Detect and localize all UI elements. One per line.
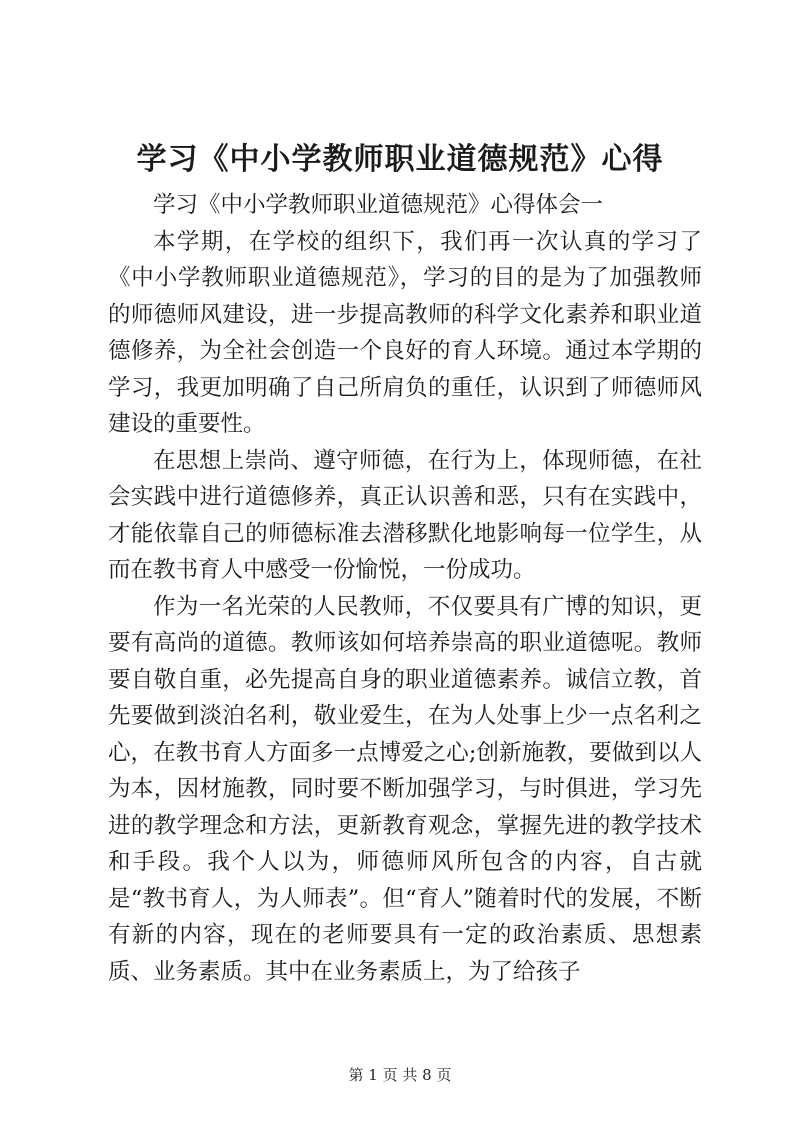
body-paragraph: 本学期，在学校的组织下，我们再一次认真的学习了《中小学教师职业道德规范》，学习的目的是为了加强教师的师德师风建设，进一步提高教师的科学文化素养和职业道德修养，为全社会创造一个良好的育人环境。通过本学期的学习，我更加明确了自己所肩负的重任，认识到了师德师风建设的重要性。 (108, 228, 702, 437)
body-paragraph: 在思想上崇尚、遵守师德，在行为上，体现师德，在社会实践中进行道德修养，真正认识善和恶，只有在实践中，才能依靠自己的师德标准去潜移默化地影响每一位学生，从而在教书育人中感受一份愉悦，一份成功。 (108, 447, 702, 583)
body-paragraph: 作为一名光荣的人民教师，不仅要具有广博的知识，更要有高尚的道德。教师该如何培养崇高的职业道德呢。教师要自敬自重，必先提高自身的职业道德素养。诚信立教，首先要做到淡泊名利，敬业爱生，在为人处事上少一点名利之心，在教书育人方面多一点博爱之心;创新施教，要做到以人为本，因材施教，同时要不断加强学习，与时俱进，学习先进的教学理念和方法，更新教育观念，掌握先进的教学技术和手段。我个人以为，师德师风所包含的内容，自古就是“教书育人，为人师表”。但“育人”随着时代的发展，不断有新的内容，现在的老师要具有一定的政治素质、思想素质、业务素质。其中在业务素质上，为了给孩子 (108, 593, 702, 985)
document-body (108, 187, 702, 990)
document-title: 学习《中小学教师职业道德规范》心得 (136, 142, 664, 177)
page-number-footer: 第 1 页 共 8 页 (348, 1066, 452, 1084)
subtitle-paragraph: 学习《中小学教师职业道德规范》心得体会一 (153, 192, 604, 218)
